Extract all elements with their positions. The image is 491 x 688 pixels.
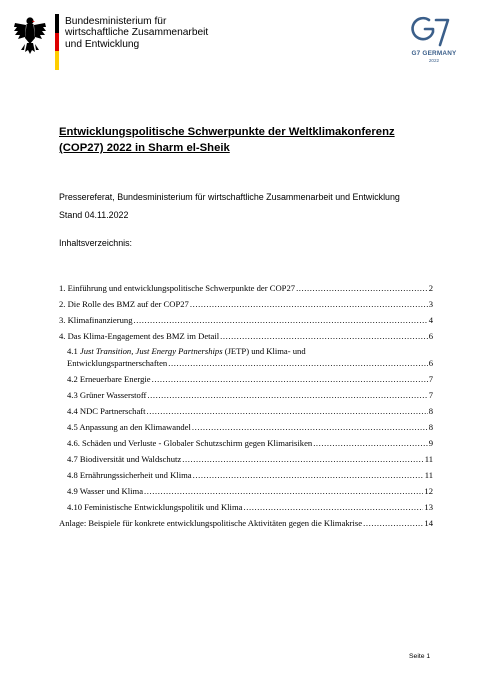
toc-label-line2: Entwicklungspartnerschaften bbox=[67, 357, 168, 368]
ministry-name bbox=[65, 16, 208, 50]
toc-label-prefix: 4.1 bbox=[67, 346, 80, 356]
toc-leader bbox=[313, 437, 428, 449]
toc-entry[interactable] bbox=[67, 485, 433, 497]
toc-entry-label: 4.2 Erneuerbare Energie bbox=[67, 374, 151, 384]
toc-leader bbox=[168, 358, 427, 370]
toc-leader bbox=[190, 298, 428, 310]
toc-entry[interactable] bbox=[59, 282, 433, 294]
toc-leader bbox=[144, 485, 423, 497]
toc-entry-label bbox=[67, 346, 433, 358]
toc-entry[interactable] bbox=[67, 373, 433, 385]
toc-entry-label: 4.7 Biodiversität und Waldschutz bbox=[67, 454, 182, 464]
toc-entry-label: 4.10 Feministische Entwicklungspolitik und Klima bbox=[67, 502, 243, 512]
toc-entry-label: 4.8 Ernährungssicherheit und Klima bbox=[67, 470, 192, 480]
toc-leader bbox=[220, 330, 428, 342]
toc-entry-page: 7 bbox=[428, 390, 433, 400]
toc-leader bbox=[147, 389, 427, 401]
toc-entry-page: 11 bbox=[424, 470, 433, 480]
toc-entry-page: 8 bbox=[428, 422, 433, 432]
toc-entry[interactable] bbox=[67, 405, 433, 417]
toc-leader bbox=[152, 373, 428, 385]
toc-leader bbox=[363, 517, 423, 529]
g7-label: G7 GERMANY bbox=[411, 50, 457, 57]
toc-entry[interactable] bbox=[59, 298, 433, 310]
toc-entry[interactable] bbox=[67, 421, 433, 433]
toc-entry[interactable] bbox=[67, 501, 433, 513]
toc-entry-label: 4. Das Klima-Engagement des BMZ im Detail bbox=[59, 331, 220, 341]
ministry-line: und Entwicklung bbox=[65, 38, 140, 50]
toc-label-italic: Just Transition, Just Energy Partnerships bbox=[79, 346, 223, 356]
toc-heading: Inhaltsverzeichnis: bbox=[59, 238, 133, 248]
toc-label-suffix: (JETP) und Klima- und bbox=[222, 346, 306, 356]
toc-leader bbox=[182, 453, 424, 465]
toc-entry-page: 14 bbox=[424, 518, 433, 528]
toc-leader bbox=[134, 314, 428, 326]
federal-eagle-icon bbox=[12, 14, 48, 58]
toc-entry-label: 1. Einführung und entwicklungspolitische Schwerpunkte der COP27 bbox=[59, 283, 296, 293]
toc-entry-label: 2. Die Rolle des BMZ auf der COP27 bbox=[59, 299, 189, 309]
toc-entry-page: 6 bbox=[428, 357, 433, 368]
toc-entry-label: 4.9 Wasser und Klima bbox=[67, 486, 144, 496]
toc-entry-label: 4.6. Schäden und Verluste - Globaler Schutzschirm gegen Klimarisiken bbox=[67, 438, 313, 448]
toc-entry[interactable] bbox=[67, 437, 433, 449]
page-number: Seite 1 bbox=[409, 653, 431, 660]
press-department-line: Pressereferat, Bundesministerium für wirtschaftliche Zusammenarbeit und Entwicklung bbox=[59, 192, 400, 202]
toc-entry[interactable] bbox=[67, 389, 433, 401]
flag-stripe-black bbox=[55, 14, 59, 33]
toc-entry-page: 2 bbox=[428, 283, 433, 293]
document-title bbox=[59, 124, 439, 156]
toc-entry-page: 12 bbox=[424, 486, 433, 496]
toc-leader bbox=[296, 282, 428, 294]
toc-entry[interactable] bbox=[67, 469, 433, 481]
flag-stripe-red bbox=[55, 33, 59, 52]
toc-leader bbox=[243, 501, 423, 513]
toc-entry-label: 3. Klimafinanzierung bbox=[59, 315, 133, 325]
toc-entry-page: 8 bbox=[428, 406, 433, 416]
toc-entry-page: 13 bbox=[424, 502, 433, 512]
german-flag-bar bbox=[55, 14, 59, 70]
toc-entry-page: 11 bbox=[424, 454, 433, 464]
title-line: (COP27) 2022 in Sharm el-Sheik bbox=[59, 142, 230, 154]
g7-year: 2022 bbox=[428, 58, 440, 63]
ministry-line: Bundesministerium für bbox=[65, 16, 167, 27]
toc-entry-label: 4.5 Anpassung an den Klimawandel bbox=[67, 422, 191, 432]
toc-entry-page: 9 bbox=[428, 438, 433, 448]
flag-stripe-gold bbox=[55, 51, 59, 70]
toc-entry[interactable] bbox=[59, 330, 433, 342]
toc-leader bbox=[193, 469, 424, 481]
toc-entry-label: 4.3 Grüner Wasserstoff bbox=[67, 390, 147, 400]
toc-entry-page: 7 bbox=[428, 374, 433, 384]
ministry-line: wirtschaftliche Zusammenarbeit bbox=[65, 27, 209, 39]
toc-entry-page: 3 bbox=[428, 299, 433, 309]
toc-entry[interactable] bbox=[59, 314, 433, 326]
title-line: Entwicklungspolitische Schwerpunkte der Weltklimakonferenz bbox=[59, 126, 395, 138]
toc-leader bbox=[192, 421, 428, 433]
toc-leader bbox=[147, 405, 428, 417]
toc-entry-label: Anlage: Beispiele für konkrete entwicklungspolitische Aktivitäten gegen die Klimakrise bbox=[59, 518, 363, 528]
toc-entry-page: 4 bbox=[428, 315, 433, 325]
toc-entry-page: 6 bbox=[428, 331, 433, 341]
toc-entry-label: 4.4 NDC Partnerschaft bbox=[67, 406, 146, 416]
toc-entry[interactable] bbox=[59, 517, 433, 529]
date-line: Stand 04.11.2022 bbox=[59, 210, 129, 220]
toc-entry[interactable] bbox=[67, 453, 433, 465]
toc-entry[interactable] bbox=[67, 346, 433, 369]
